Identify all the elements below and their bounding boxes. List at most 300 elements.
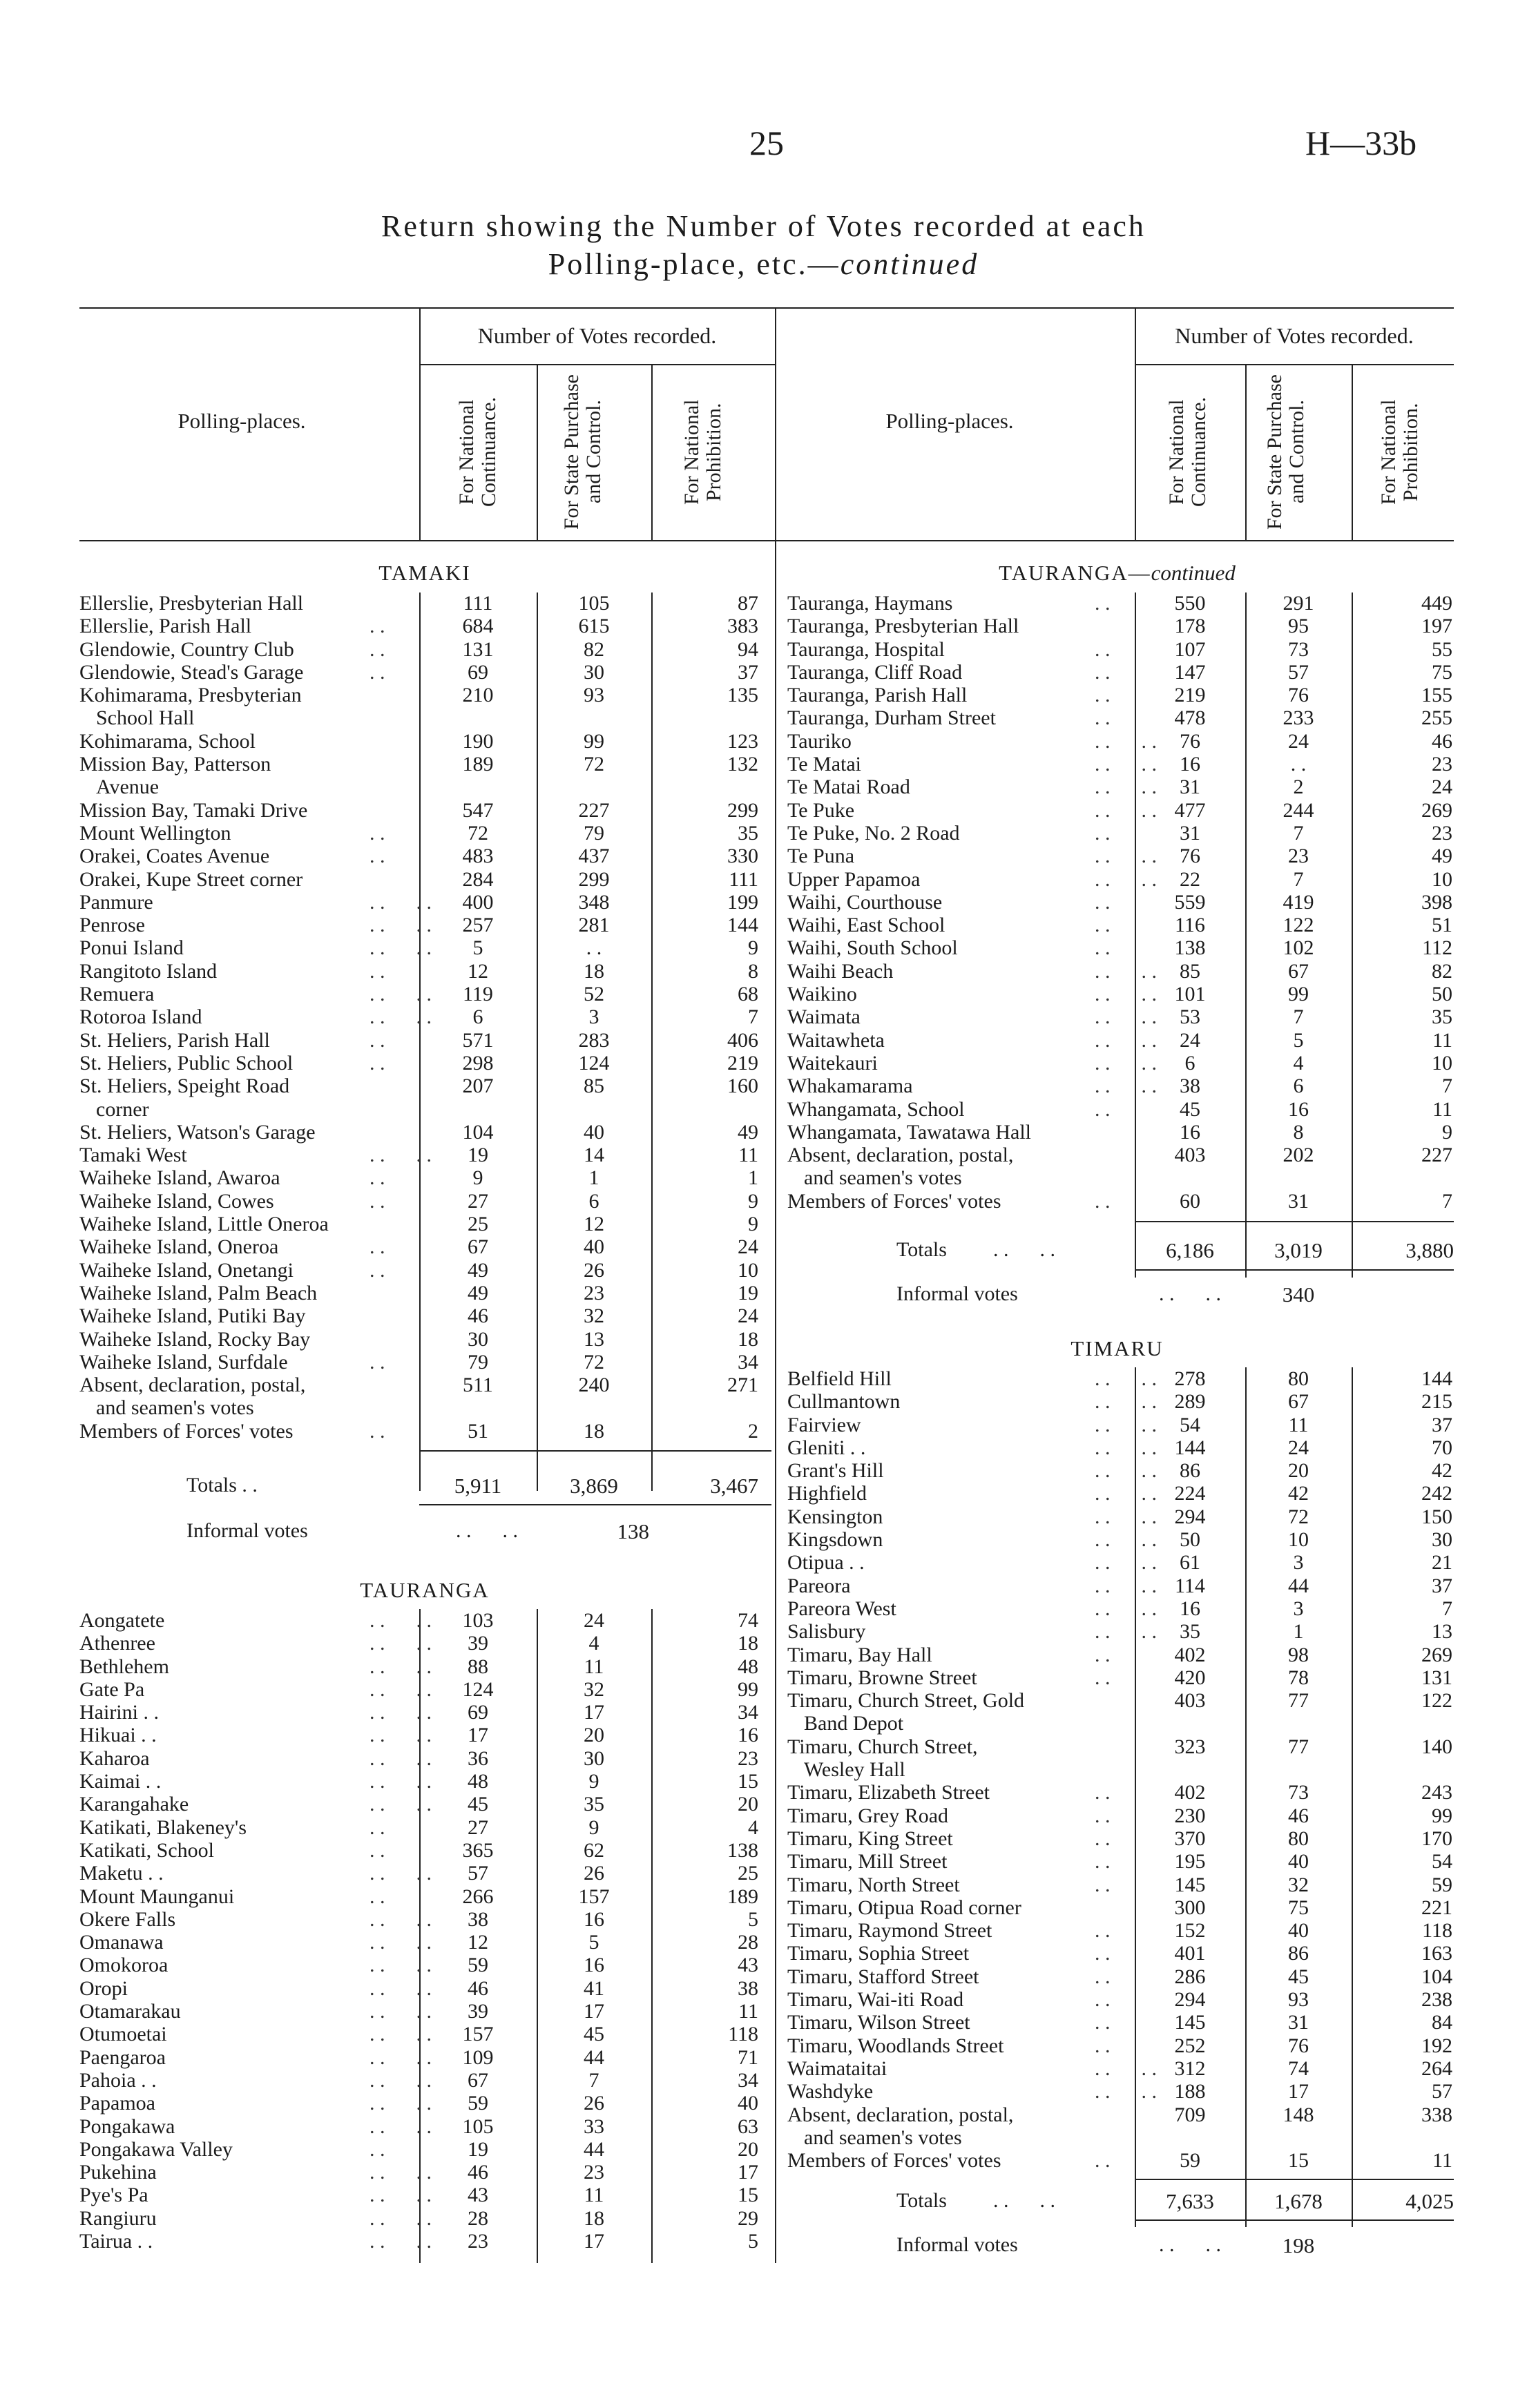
polling-place-name: Pareora	[787, 1574, 851, 1597]
vote-state-purchase: 14	[584, 1144, 604, 1167]
vote-continuance: 370	[1174, 1827, 1206, 1850]
vote-continuance: 17	[468, 1724, 488, 1747]
vote-state-purchase: 77	[1288, 1735, 1309, 1758]
vote-continuance: 511	[463, 1374, 493, 1397]
vote-state-purchase: 26	[584, 1258, 604, 1282]
table-row	[787, 1666, 1454, 1689]
vote-state-purchase: 32	[584, 1677, 604, 1701]
table-row	[787, 1712, 1454, 1735]
vote-continuance: 550	[1174, 592, 1206, 615]
left-col-state-purchase: For State Purchase and Control.	[560, 374, 605, 530]
table-row	[787, 1459, 1454, 1482]
leader-dots: . . . .	[369, 1144, 432, 1167]
table-row	[787, 1528, 1454, 1551]
left-group-rule	[419, 364, 775, 365]
header-bottom-rule	[79, 540, 1454, 541]
polling-place-name: Timaru, Raymond Street	[787, 1919, 992, 1943]
vote-prohibition: 1	[748, 1166, 758, 1190]
leader-dots: . . . .	[369, 2068, 432, 2092]
vote-state-purchase: 40	[1288, 1850, 1309, 1874]
tauranga-total-continuance: 6,186	[1166, 1238, 1214, 1262]
table-row	[79, 776, 770, 798]
polling-place-name: Orakei, Kupe Street corner	[79, 867, 303, 891]
leader-dots: . . . .	[1095, 1390, 1157, 1414]
leader-dots: . .	[1095, 1942, 1111, 1965]
vote-state-purchase: 30	[584, 1746, 604, 1770]
table-row	[79, 1235, 770, 1258]
vote-state-purchase: 24	[1288, 729, 1309, 753]
vote-continuance: 195	[1174, 1850, 1206, 1874]
vote-continuance: 403	[1174, 1144, 1206, 1167]
vote-continuance: 402	[1174, 1781, 1206, 1804]
table-row	[79, 1701, 770, 1724]
vote-state-purchase: 244	[1283, 798, 1314, 822]
vote-prohibition: 7	[1442, 1075, 1452, 1098]
vote-continuance: 286	[1174, 1965, 1206, 1988]
polling-place-name: Timaru, Church Street, Gold	[787, 1689, 1025, 1713]
vote-continuance: 27	[468, 1815, 488, 1839]
polling-place-name: Katikati, School	[79, 1838, 214, 1862]
polling-place-name: Timaru, North Street	[787, 1873, 960, 1896]
polling-place-name: Tairua . .	[79, 2230, 153, 2253]
vote-state-purchase: 348	[578, 890, 610, 914]
vote-continuance: 365	[462, 1838, 494, 1862]
vote-continuance: 45	[468, 1793, 488, 1816]
table-row	[787, 1574, 1454, 1597]
polling-place-name: Aongatete	[79, 1609, 165, 1632]
table-row	[79, 1166, 770, 1189]
leader-dots: . . . .	[369, 890, 432, 914]
vote-prohibition: 16	[738, 1724, 758, 1747]
vote-state-purchase: 157	[578, 1885, 610, 1908]
vote-prohibition: 38	[738, 1976, 758, 2000]
vote-prohibition: 24	[738, 1235, 758, 1259]
vote-state-purchase: 11	[584, 1655, 604, 1678]
polling-place-name: Rangitoto Island	[79, 959, 218, 983]
vote-continuance: 400	[462, 890, 494, 914]
vote-state-purchase: 30	[584, 660, 604, 684]
polling-place-name: Absent, declaration, postal,	[787, 1144, 1014, 1167]
vote-state-purchase: 16	[584, 1907, 604, 1931]
table-row	[787, 1482, 1454, 1505]
timaru-informal-text: Informal votes	[896, 2233, 1018, 2256]
leader-dots: . . . .	[1095, 983, 1157, 1006]
vote-continuance: 178	[1174, 615, 1206, 638]
tamaki-total-state-purchase: 3,869	[570, 1474, 618, 1498]
timaru-informal-label	[896, 2233, 1221, 2257]
right-group-header: Number of Votes recorded.	[1175, 323, 1414, 348]
leader-dots: . .	[1095, 1919, 1111, 1943]
vote-continuance: 86	[1180, 1459, 1200, 1483]
timaru-informal-dots: . . . .	[1159, 2233, 1221, 2256]
vote-prohibition: 43	[738, 1954, 758, 1977]
vote-state-purchase: 98	[1288, 1643, 1309, 1666]
vote-continuance: 138	[1174, 936, 1206, 960]
vote-prohibition: 63	[738, 2115, 758, 2138]
vote-state-purchase: 46	[1288, 1804, 1309, 1827]
leader-dots: . .	[369, 1885, 385, 1908]
vote-state-purchase: 437	[578, 845, 610, 868]
leader-dots: . .	[369, 2137, 385, 2161]
table-row	[79, 2230, 770, 2253]
table-row	[79, 822, 770, 845]
table-top-rule	[79, 307, 1454, 309]
vote-prohibition: 42	[1432, 1459, 1452, 1483]
polling-place-name: Tauranga, Hospital	[787, 637, 945, 661]
vote-state-purchase: 6	[588, 1189, 599, 1213]
vote-prohibition: 135	[727, 684, 758, 707]
vote-state-purchase: 4	[588, 1632, 599, 1655]
vote-continuance: 147	[1174, 660, 1206, 684]
table-row	[79, 1282, 770, 1304]
vote-continuance: 76	[1180, 729, 1200, 753]
polling-place-name: Pongakawa	[79, 2115, 175, 2138]
table-row	[787, 983, 1454, 1005]
vote-state-purchase: 23	[1288, 845, 1309, 868]
table-row	[79, 1678, 770, 1701]
polling-place-name: Papamoa	[79, 2092, 155, 2115]
polling-place-name: Ellerslie, Parish Hall	[79, 615, 252, 638]
polling-place-name: Kaharoa	[79, 1746, 150, 1770]
polling-place-name: Rotoroa Island	[79, 1005, 202, 1029]
subtitle-continued: continued	[840, 247, 979, 281]
polling-place-name: Tauranga, Haymans	[787, 592, 953, 615]
vote-continuance: 57	[468, 1862, 488, 1885]
vote-continuance: 402	[1174, 1643, 1206, 1666]
vote-prohibition: 5	[748, 2230, 758, 2253]
polling-place-name: Otumoetai	[79, 2023, 167, 2046]
leader-dots: . .	[369, 1028, 385, 1052]
table-row	[787, 1190, 1454, 1213]
leader-dots: . . . .	[1095, 2057, 1157, 2080]
table-row	[79, 1351, 770, 1374]
polling-place-name: Gleniti . .	[787, 1436, 866, 1459]
tauranga-continued-totals-dots: . . . .	[993, 1238, 1055, 1261]
section-title-timaru: TIMARU	[1070, 1336, 1164, 1360]
vote-continuance: 16	[1180, 1120, 1200, 1144]
vote-continuance: 31	[1180, 821, 1200, 845]
vote-continuance: 28	[468, 2206, 488, 2230]
leader-dots: . .	[1095, 637, 1111, 661]
leader-dots: . .	[1095, 1988, 1111, 2012]
polling-place-name: Waiheke Island, Awaroa	[79, 1166, 280, 1190]
table-row	[787, 1367, 1454, 1390]
vote-prohibition: 34	[738, 1350, 758, 1374]
vote-continuance: 103	[462, 1609, 494, 1632]
vote-continuance: 300	[1174, 1896, 1206, 1919]
leader-dots: . . . .	[1095, 1367, 1157, 1390]
vote-continuance: 312	[1174, 2057, 1206, 2080]
tauranga-continued-table	[787, 592, 1454, 1213]
polling-place-name: Kohimarama, School	[79, 729, 256, 753]
table-row	[787, 2149, 1454, 2172]
vote-state-purchase: 40	[584, 1235, 604, 1259]
vote-continuance: 67	[468, 2068, 488, 2092]
vote-prohibition: 94	[738, 637, 758, 661]
leader-dots: . . . .	[369, 2023, 432, 2046]
vote-prohibition: 99	[738, 1677, 758, 1701]
polling-place-name: Timaru, Wai-iti Road	[787, 1988, 964, 2012]
right-col-state-purchase: For State Purchase and Control.	[1263, 374, 1308, 530]
vote-prohibition: 243	[1421, 1781, 1452, 1804]
table-row	[79, 1862, 770, 1885]
section-title-tauranga: TAURANGA	[360, 1578, 490, 1602]
vote-continuance: 483	[462, 845, 494, 868]
polling-place-name: Timaru, King Street	[787, 1827, 953, 1850]
leader-dots: . .	[369, 637, 385, 661]
table-row	[79, 1655, 770, 1678]
leader-dots: . .	[1095, 1097, 1111, 1121]
table-row	[79, 1098, 770, 1121]
table-row	[79, 1304, 770, 1327]
leader-dots: . . . .	[369, 1907, 432, 1931]
vote-prohibition: 37	[738, 660, 758, 684]
vote-state-purchase: 1	[1293, 1620, 1304, 1644]
vote-state-purchase: 44	[584, 2045, 604, 2069]
table-row	[787, 891, 1454, 914]
polling-place-name: Otamarakau	[79, 2000, 181, 2023]
vote-state-purchase: 9	[588, 1815, 599, 1839]
vote-state-purchase: 7	[1293, 867, 1304, 891]
polling-place-name: Members of Forces' votes	[787, 1189, 1001, 1213]
vote-state-purchase: 105	[578, 592, 610, 615]
leader-dots: . . . .	[1095, 1075, 1157, 1098]
leader-dots: . . . .	[1095, 867, 1157, 891]
table-row	[79, 1144, 770, 1166]
polling-place-name: Waihi, East School	[787, 914, 945, 937]
vote-continuance: 53	[1180, 1005, 1200, 1029]
right-header-col-rule-1	[1245, 364, 1247, 540]
vote-prohibition: 383	[727, 615, 758, 638]
vote-continuance: 252	[1174, 2034, 1206, 2057]
polling-place-name: Whakamarama	[787, 1075, 913, 1098]
vote-continuance: 46	[468, 2161, 488, 2184]
vote-prohibition: 199	[727, 890, 758, 914]
document-subtitle	[0, 247, 1527, 282]
vote-prohibition: 70	[1432, 1436, 1452, 1459]
page-number: 25	[749, 124, 784, 162]
vote-continuance: 230	[1174, 1804, 1206, 1827]
vote-state-purchase: 20	[1288, 1459, 1309, 1483]
leader-dots: . . . .	[1095, 1413, 1157, 1436]
center-divider	[775, 307, 776, 2263]
table-row	[79, 1632, 770, 1655]
leader-dots: . .	[1095, 684, 1111, 707]
table-row	[787, 1896, 1454, 1919]
table-row	[787, 1052, 1454, 1075]
vote-state-purchase: 85	[584, 1075, 604, 1098]
table-row	[787, 2103, 1454, 2126]
table-row	[79, 2023, 770, 2045]
leader-dots: . . . .	[1095, 776, 1157, 799]
leader-dots: . .	[1095, 821, 1111, 845]
vote-state-purchase: 148	[1283, 2103, 1314, 2126]
polling-place-name: Kohimarama, Presbyterian	[79, 684, 302, 707]
leader-dots: . . . .	[1095, 1436, 1157, 1459]
table-row	[79, 1075, 770, 1097]
vote-continuance: 188	[1174, 2080, 1206, 2103]
vote-continuance: 51	[468, 1419, 488, 1443]
table-row	[79, 615, 770, 637]
vote-state-purchase: 16	[584, 1954, 604, 1977]
polling-place-name: St. Heliers, Public School	[79, 1051, 294, 1075]
leader-dots: . . . .	[369, 983, 432, 1006]
vote-prohibition: 24	[738, 1304, 758, 1328]
leader-dots: . . . .	[369, 1976, 432, 2000]
tauranga-continued-totals-rule-bottom	[1135, 1269, 1454, 1271]
vote-continuance: 289	[1174, 1390, 1206, 1414]
vote-prohibition: 104	[1421, 1965, 1452, 1988]
vote-prohibition: 19	[738, 1281, 758, 1304]
leader-dots: . .	[369, 1350, 385, 1374]
vote-prohibition: 118	[1422, 1919, 1452, 1943]
table-row	[787, 1144, 1454, 1166]
polling-place-name: Pareora West	[787, 1597, 896, 1620]
leader-dots: . . . .	[1095, 1551, 1157, 1574]
vote-state-purchase: 233	[1283, 706, 1314, 730]
polling-place-name: Kaimai . .	[79, 1770, 162, 1793]
table-row	[787, 1965, 1454, 1988]
leader-dots: . . . .	[369, 936, 432, 960]
vote-continuance: 19	[468, 2137, 488, 2161]
table-row	[787, 1121, 1454, 1144]
polling-place-name: Whangamata, School	[787, 1097, 965, 1121]
leader-dots: . .	[1095, 1873, 1111, 1896]
vote-prohibition: 7	[1442, 1597, 1452, 1620]
table-row	[787, 936, 1454, 959]
vote-state-purchase: 40	[584, 1120, 604, 1144]
tauranga-informal-value: 340	[1282, 1282, 1315, 1307]
vote-prohibition: 192	[1421, 2034, 1452, 2057]
table-row	[79, 2000, 770, 2023]
leader-dots: . . . .	[1095, 1574, 1157, 1597]
vote-state-purchase: 6	[1293, 1075, 1304, 1098]
vote-prohibition: 238	[1421, 1988, 1452, 2012]
section-title-tamaki: TAMAKI	[378, 561, 471, 585]
vote-continuance: 109	[462, 2045, 494, 2069]
vote-continuance: 104	[462, 1120, 494, 1144]
vote-state-purchase: 13	[584, 1327, 604, 1351]
polling-place-name: Tauriko	[787, 729, 852, 753]
vote-prohibition: 49	[738, 1120, 758, 1144]
timaru-total-prohibition: 4,025	[1405, 2189, 1454, 2213]
table-row	[79, 1770, 770, 1793]
table-row	[787, 1758, 1454, 1781]
polling-place-name: Te Matai Road	[787, 776, 910, 799]
vote-prohibition: 2	[748, 1419, 758, 1443]
timaru-total-state-purchase: 1,678	[1274, 2189, 1323, 2213]
vote-prohibition: 51	[1432, 914, 1452, 937]
vote-state-purchase: 1	[588, 1166, 599, 1190]
vote-state-purchase: 17	[584, 2230, 604, 2253]
table-row	[79, 1816, 770, 1839]
table-row	[787, 661, 1454, 684]
vote-state-purchase: 76	[1288, 684, 1309, 707]
vote-state-purchase: 80	[1288, 1827, 1309, 1850]
vote-prohibition: 11	[1432, 2149, 1452, 2173]
leader-dots: . . . .	[1095, 959, 1157, 983]
leader-dots: . .	[369, 1258, 385, 1282]
table-row	[79, 661, 770, 684]
tauranga-continued-totals-rule-top	[1135, 1221, 1454, 1222]
left-header-col-rule-1	[537, 364, 538, 540]
vote-prohibition: 21	[1432, 1551, 1452, 1574]
vote-state-purchase: 26	[584, 2092, 604, 2115]
vote-state-purchase: 72	[584, 753, 604, 776]
vote-continuance: 88	[468, 1655, 488, 1678]
vote-prohibition: 144	[1421, 1367, 1452, 1390]
tauranga-informal-label	[896, 1282, 1221, 1306]
vote-state-purchase: 20	[584, 1724, 604, 1747]
vote-prohibition: 269	[1421, 1643, 1452, 1666]
vote-state-purchase: 240	[578, 1374, 610, 1397]
polling-place-name: Tamaki West	[79, 1144, 187, 1167]
table-row	[787, 638, 1454, 661]
table-row	[79, 2207, 770, 2230]
vote-prohibition: 271	[727, 1374, 758, 1397]
vote-state-purchase: 41	[584, 1976, 604, 2000]
table-row	[787, 2126, 1454, 2149]
leader-dots: . . . .	[369, 1632, 432, 1655]
vote-continuance: 59	[468, 1954, 488, 1977]
table-row	[787, 914, 1454, 936]
vote-prohibition: 4	[748, 1815, 758, 1839]
leader-dots: . . . .	[369, 1954, 432, 1977]
vote-prohibition: 189	[727, 1885, 758, 1908]
vote-state-purchase: 24	[584, 1609, 604, 1632]
leader-dots: . . . .	[369, 2161, 432, 2184]
vote-state-purchase: 10	[1288, 1528, 1309, 1552]
table-row	[79, 1954, 770, 1976]
timaru-table	[787, 1367, 1454, 2172]
tauranga-table	[79, 1609, 770, 2253]
table-row	[787, 730, 1454, 753]
table-row	[79, 1121, 770, 1144]
vote-state-purchase: 17	[584, 2000, 604, 2023]
tamaki-totals-rule-top	[419, 1450, 771, 1452]
vote-prohibition: 18	[738, 1632, 758, 1655]
vote-prohibition: 449	[1421, 592, 1452, 615]
leader-dots: . . . .	[369, 1677, 432, 1701]
vote-state-purchase: 86	[1288, 1942, 1309, 1965]
table-row	[79, 2138, 770, 2161]
vote-state-purchase: 11	[1288, 1413, 1309, 1436]
vote-prohibition: 35	[1432, 1005, 1452, 1029]
tauranga-total-state-purchase: 3,019	[1274, 1238, 1323, 1262]
vote-state-purchase: 74	[1288, 2057, 1309, 2080]
vote-state-purchase: 18	[584, 1419, 604, 1443]
leader-dots: . . . .	[369, 1655, 432, 1678]
leader-dots: . .	[1095, 936, 1111, 960]
vote-state-purchase: 52	[584, 983, 604, 1006]
right-group-rule	[1135, 364, 1454, 365]
table-row	[79, 891, 770, 914]
vote-prohibition: 9	[748, 1213, 758, 1236]
leader-dots: . .	[1095, 1781, 1111, 1804]
vote-state-purchase: 17	[584, 1701, 604, 1724]
vote-continuance: 5	[472, 936, 483, 960]
table-row	[79, 706, 770, 729]
vote-prohibition: 82	[1432, 959, 1452, 983]
vote-continuance: 49	[468, 1281, 488, 1304]
vote-continuance: 684	[462, 615, 494, 638]
vote-continuance: 298	[462, 1051, 494, 1075]
vote-state-purchase: 227	[578, 798, 610, 822]
vote-prohibition: 264	[1421, 2057, 1452, 2080]
vote-state-purchase: 8	[1293, 1120, 1304, 1144]
polling-place-name: Tauranga, Parish Hall	[787, 684, 968, 707]
vote-prohibition: 215	[1421, 1390, 1452, 1414]
